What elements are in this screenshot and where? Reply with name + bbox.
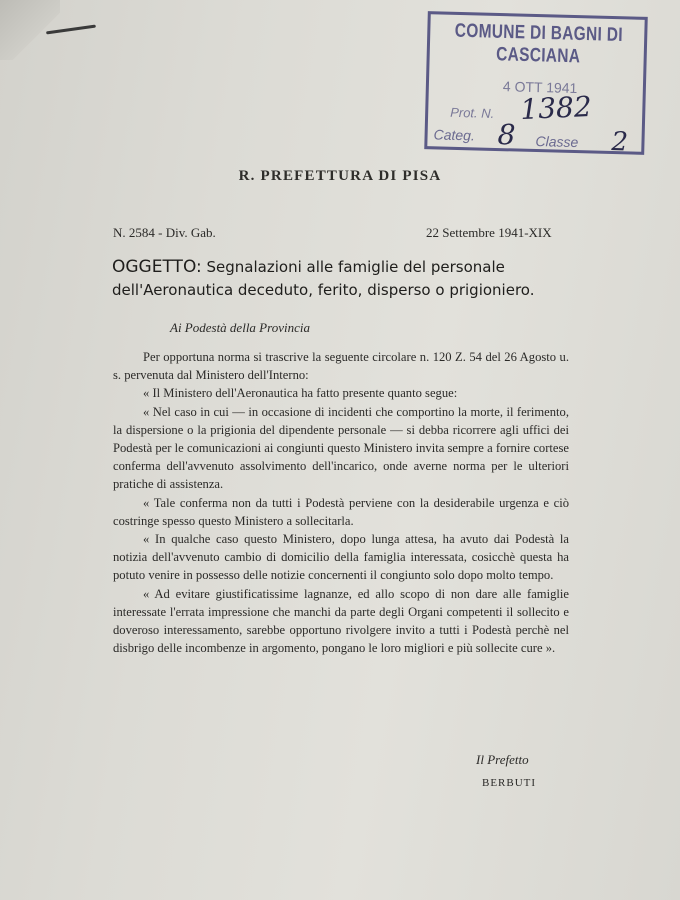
paragraph: « Il Ministero dell'Aeronautica ha fatto presente quanto segue:	[143, 386, 458, 401]
stamp-title: COMUNE DI BAGNI DI CASCIANA	[454, 20, 624, 68]
paragraph: « Ad evitare giustificatissime lagnanze, ed allo scopo di non dare alle famiglie interessate l'errata impressione che manchi da parte degli Organi competenti il sollecito e doveroso interessamento, sarebbe opportuno rivolgere invito a tutti i Podestà perchè nel disbrigo delle incombenze in argomento, pongano le loro migliori e più sollecite cure ».	[113, 586, 569, 656]
stamp-classe-value: 2	[611, 127, 629, 158]
letter-body	[113, 348, 569, 657]
paragraph: Per opportuna norma si trascrive la seguente circolare n. 120 Z. 54 del 26 Agosto u. s. pervenuta dal Ministero dell'Interno:	[113, 350, 569, 383]
stamp-date: 4 OTT 1941	[502, 78, 578, 97]
stamp-categ-label: Categ.	[433, 126, 476, 144]
document-date: 22 Settembre 1941-XIX	[426, 225, 552, 240]
stamp-classe-label: Classe	[535, 133, 579, 151]
paragraph: « Tale conferma non da tutti i Podestà perviene con la desiderabile urgenza e ciò costringe spesso questo Ministero a sollecitarla.	[113, 495, 569, 528]
signature-name: BERBUTI	[482, 777, 537, 789]
office-heading: R. PREFETTURA DI PISA	[238, 168, 442, 184]
recipients: Ai Podestà della Provincia	[170, 320, 310, 335]
paragraph: « In qualche caso questo Ministero, dopo lunga attesa, ha avuto dai Podestà la notizia dell'avvenuto cambio di domicilio della famiglia interessata, cosicchè questa ha potuto venire in possesso delle notizie concernenti il congiunto solo dopo molto tempo.	[113, 532, 569, 583]
subject-block	[112, 256, 572, 302]
subject-text: Segnalazioni alle famiglie del personale dell'Aeronautica deceduto, ferito, disperso o prigioniero.	[112, 258, 535, 299]
stamp-prot-label: Prot. N.	[450, 104, 495, 121]
signature-title: Il Prefetto	[476, 752, 529, 767]
paragraph: « Nel caso in cui — in occasione di incidenti che comportino la morte, il ferimento, la dispersione o la prigionia del dipendente personale — si debba ricorrere agli uffici dei Podestà per le comunicazioni ai congiunti questo Ministero invita sempre a fornire cortese conferma dell'avvenuto assolvimento dell'incarico, onde averne norma per le ulteriori pratiche di assistenza.	[113, 404, 569, 492]
stamp-categ-value: 8	[497, 118, 516, 152]
subject-label: OGGETTO:	[112, 257, 202, 277]
stamp-prot-number: 1382	[519, 89, 593, 127]
registry-stamp	[424, 11, 648, 158]
reference-number: N. 2584 - Div. Gab.	[113, 225, 216, 240]
